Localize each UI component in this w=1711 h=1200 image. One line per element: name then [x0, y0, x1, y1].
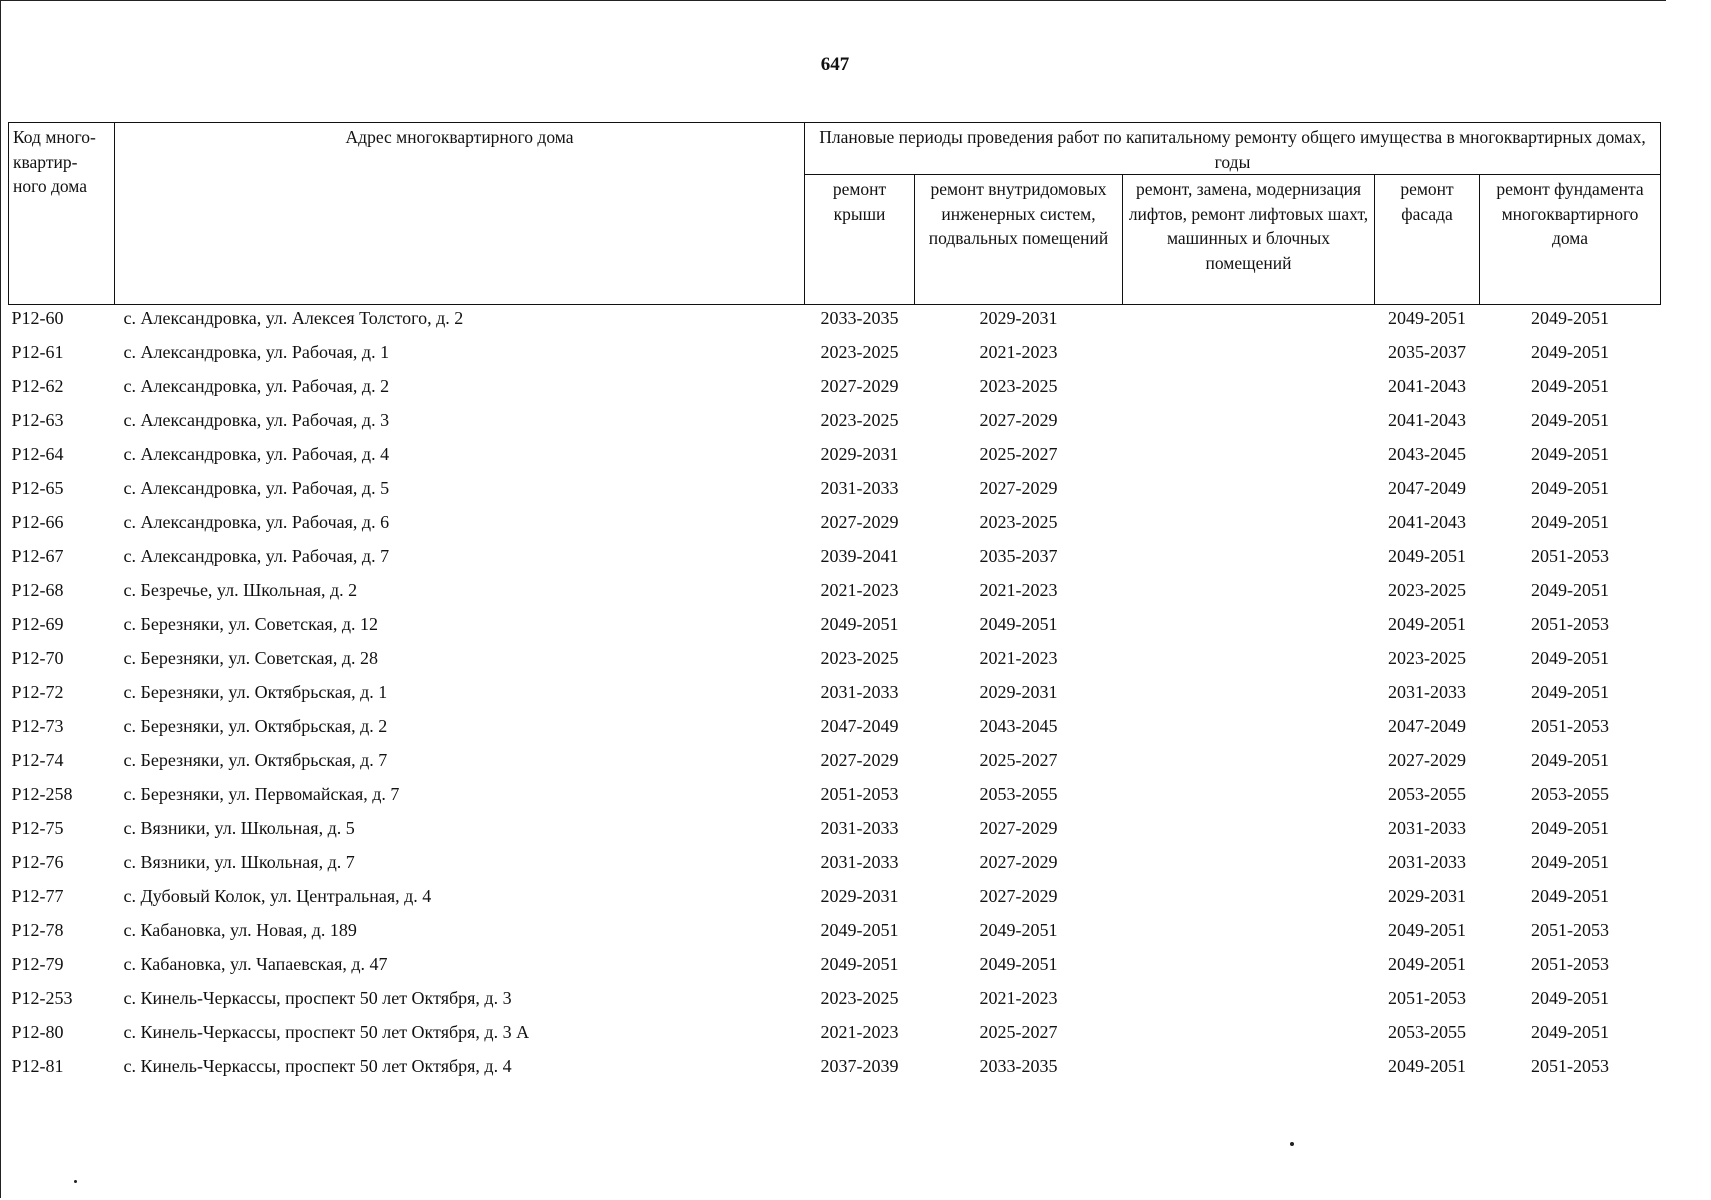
cell-elevators — [1123, 850, 1375, 884]
cell-engineering: 2029-2031 — [979, 682, 1058, 702]
cell-engineering: 2027-2029 — [979, 410, 1058, 430]
cell-address: с. Кабановка, ул. Новая, д. 189 — [123, 920, 357, 940]
table-row — [9, 408, 1661, 442]
cell-engineering: 2049-2051 — [979, 614, 1058, 634]
cell-foundation: 2049-2051 — [1531, 682, 1609, 702]
cell-code: Р12-60 — [11, 308, 64, 328]
table-row — [9, 850, 1661, 884]
cell-elevators — [1123, 374, 1375, 408]
cell-foundation: 2049-2051 — [1531, 444, 1609, 464]
cell-address: с. Березняки, ул. Первомайская, д. 7 — [123, 784, 400, 804]
cell-roof: 2027-2029 — [820, 512, 899, 532]
cell-facade: 2047-2049 — [1388, 478, 1466, 498]
cell-foundation: 2049-2051 — [1531, 512, 1609, 532]
cell-address: с. Березняки, ул. Октябрьская, д. 7 — [123, 750, 388, 770]
cell-roof: 2027-2029 — [820, 750, 899, 770]
cell-engineering: 2021-2023 — [979, 342, 1058, 362]
header-elevators: ремонт, замена, модернизация лифтов, ремонт лифтовых шахт, машинных и блочных помещений — [1123, 175, 1375, 305]
cell-roof: 2049-2051 — [820, 920, 899, 940]
cell-code: Р12-258 — [11, 784, 73, 804]
cell-code: Р12-253 — [11, 988, 73, 1008]
cell-roof: 2049-2051 — [820, 614, 899, 634]
cell-facade: 2023-2025 — [1388, 580, 1466, 600]
cell-elevators — [1123, 816, 1375, 850]
cell-facade: 2041-2043 — [1388, 410, 1466, 430]
cell-elevators — [1123, 578, 1375, 612]
cell-code: Р12-74 — [11, 750, 64, 770]
cell-roof: 2023-2025 — [820, 648, 899, 668]
cell-elevators — [1123, 305, 1375, 341]
cell-facade: 2051-2053 — [1388, 988, 1466, 1008]
cell-code: Р12-77 — [11, 886, 64, 906]
cell-roof: 2047-2049 — [820, 716, 899, 736]
table-row — [9, 374, 1661, 408]
cell-foundation: 2049-2051 — [1531, 580, 1609, 600]
cell-engineering: 2035-2037 — [979, 546, 1058, 566]
cell-roof: 2039-2041 — [820, 546, 899, 566]
header-foundation: ремонт фундамента многоквартирного дома — [1480, 175, 1661, 305]
table-row — [9, 646, 1661, 680]
cell-engineering: 2029-2031 — [979, 308, 1058, 328]
cell-roof: 2027-2029 — [820, 376, 899, 396]
table-row — [9, 918, 1661, 952]
cell-elevators — [1123, 340, 1375, 374]
cell-facade: 2047-2049 — [1388, 716, 1466, 736]
table-row — [9, 816, 1661, 850]
cell-foundation: 2053-2055 — [1531, 784, 1609, 804]
cell-facade: 2049-2051 — [1388, 308, 1466, 328]
cell-foundation: 2049-2051 — [1531, 1022, 1609, 1042]
cell-foundation: 2051-2053 — [1531, 920, 1609, 940]
cell-elevators — [1123, 612, 1375, 646]
cell-facade: 2049-2051 — [1388, 1056, 1466, 1076]
cell-facade: 2031-2033 — [1388, 818, 1466, 838]
cell-foundation: 2049-2051 — [1531, 308, 1609, 328]
cell-address: с. Александровка, ул. Рабочая, д. 4 — [123, 444, 390, 464]
cell-code: Р12-68 — [11, 580, 64, 600]
cell-engineering: 2025-2027 — [979, 750, 1058, 770]
cell-elevators — [1123, 476, 1375, 510]
cell-foundation: 2049-2051 — [1531, 852, 1609, 872]
header-engineering: ремонт внутридомовых инженерных систем, подвальных помещений — [915, 175, 1123, 305]
cell-engineering: 2027-2029 — [979, 886, 1058, 906]
cell-code: Р12-66 — [11, 512, 64, 532]
table-row — [9, 544, 1661, 578]
cell-engineering: 2023-2025 — [979, 512, 1058, 532]
table-row — [9, 510, 1661, 544]
cell-roof: 2031-2033 — [820, 852, 899, 872]
cell-address: с. Александровка, ул. Рабочая, д. 6 — [123, 512, 390, 532]
cell-code: Р12-63 — [11, 410, 64, 430]
cell-address: с. Кинель-Черкассы, проспект 50 лет Октября, д. 3 А — [123, 1022, 530, 1042]
cell-facade: 2027-2029 — [1388, 750, 1466, 770]
cell-engineering: 2049-2051 — [979, 954, 1058, 974]
table-row — [9, 340, 1661, 374]
cell-address: с. Березняки, ул. Советская, д. 12 — [123, 614, 378, 634]
cell-elevators — [1123, 782, 1375, 816]
cell-engineering: 2027-2029 — [979, 818, 1058, 838]
cell-engineering: 2025-2027 — [979, 444, 1058, 464]
cell-address: с. Вязники, ул. Школьная, д. 7 — [123, 852, 355, 872]
cell-code: Р12-67 — [11, 546, 64, 566]
cell-address: с. Александровка, ул. Рабочая, д. 7 — [123, 546, 390, 566]
cell-address: с. Александровка, ул. Алексея Толстого, д. 2 — [123, 308, 464, 328]
cell-roof: 2021-2023 — [820, 1022, 899, 1042]
cell-facade: 2041-2043 — [1388, 512, 1466, 532]
table-row — [9, 1020, 1661, 1054]
cell-engineering: 2033-2035 — [979, 1056, 1058, 1076]
table-row — [9, 476, 1661, 510]
cell-roof: 2033-2035 — [820, 308, 899, 328]
cell-elevators — [1123, 748, 1375, 782]
cell-roof: 2029-2031 — [820, 444, 899, 464]
cell-foundation: 2051-2053 — [1531, 546, 1609, 566]
cell-elevators — [1123, 510, 1375, 544]
cell-facade: 2031-2033 — [1388, 682, 1466, 702]
cell-code: Р12-78 — [11, 920, 64, 940]
table-row — [9, 1054, 1661, 1088]
cell-elevators — [1123, 442, 1375, 476]
cell-facade: 2049-2051 — [1388, 546, 1466, 566]
cell-code: Р12-65 — [11, 478, 64, 498]
cell-address: с. Безречье, ул. Школьная, д. 2 — [123, 580, 358, 600]
cell-roof: 2029-2031 — [820, 886, 899, 906]
cell-facade: 2053-2055 — [1388, 1022, 1466, 1042]
table-row — [9, 578, 1661, 612]
cell-code: Р12-73 — [11, 716, 64, 736]
header-planned-periods: Плановые периоды проведения работ по капитальному ремонту общего имущества в многоквартирных домах, годы — [805, 123, 1661, 175]
cell-elevators — [1123, 986, 1375, 1020]
cell-engineering: 2021-2023 — [979, 580, 1058, 600]
cell-roof: 2049-2051 — [820, 954, 899, 974]
cell-elevators — [1123, 884, 1375, 918]
cell-elevators — [1123, 918, 1375, 952]
table-body — [9, 305, 1661, 1089]
cell-elevators — [1123, 714, 1375, 748]
cell-address: с. Александровка, ул. Рабочая, д. 1 — [123, 342, 390, 362]
cell-elevators — [1123, 646, 1375, 680]
cell-facade: 2049-2051 — [1388, 614, 1466, 634]
cell-roof: 2021-2023 — [820, 580, 899, 600]
cell-address: с. Кинель-Черкассы, проспект 50 лет Октября, д. 3 — [123, 988, 512, 1008]
table-row — [9, 680, 1661, 714]
header-facade: ремонт фасада — [1375, 175, 1480, 305]
cell-facade: 2049-2051 — [1388, 954, 1466, 974]
cell-elevators — [1123, 408, 1375, 442]
cell-facade: 2023-2025 — [1388, 648, 1466, 668]
table-row — [9, 782, 1661, 816]
cell-foundation: 2051-2053 — [1531, 954, 1609, 974]
cell-address: с. Вязники, ул. Школьная, д. 5 — [123, 818, 355, 838]
cell-roof: 2031-2033 — [820, 478, 899, 498]
header-address: Адрес многоквартирного дома — [115, 123, 805, 305]
table-row — [9, 442, 1661, 476]
cell-code: Р12-75 — [11, 818, 64, 838]
scan-speck — [74, 1180, 77, 1183]
cell-elevators — [1123, 952, 1375, 986]
cell-engineering: 2023-2025 — [979, 376, 1058, 396]
cell-facade: 2031-2033 — [1388, 852, 1466, 872]
cell-foundation: 2049-2051 — [1531, 478, 1609, 498]
cell-roof: 2051-2053 — [820, 784, 899, 804]
cell-engineering: 2021-2023 — [979, 648, 1058, 668]
cell-facade: 2049-2051 — [1388, 920, 1466, 940]
cell-elevators — [1123, 1054, 1375, 1088]
cell-address: с. Кинель-Черкассы, проспект 50 лет Октября, д. 4 — [123, 1056, 512, 1076]
page-number: 647 — [820, 54, 850, 75]
cell-engineering: 2043-2045 — [979, 716, 1058, 736]
table-row — [9, 305, 1661, 341]
cell-facade: 2029-2031 — [1388, 886, 1466, 906]
cell-foundation: 2051-2053 — [1531, 1056, 1609, 1076]
cell-engineering: 2027-2029 — [979, 478, 1058, 498]
cell-address: с. Александровка, ул. Рабочая, д. 2 — [123, 376, 390, 396]
cell-code: Р12-64 — [11, 444, 64, 464]
cell-roof: 2023-2025 — [820, 410, 899, 430]
table-row — [9, 714, 1661, 748]
table-row — [9, 612, 1661, 646]
cell-code: Р12-69 — [11, 614, 64, 634]
cell-code: Р12-70 — [11, 648, 64, 668]
cell-elevators — [1123, 680, 1375, 714]
cell-foundation: 2049-2051 — [1531, 648, 1609, 668]
cell-elevators — [1123, 544, 1375, 578]
cell-foundation: 2049-2051 — [1531, 886, 1609, 906]
cell-facade: 2053-2055 — [1388, 784, 1466, 804]
repair-schedule-table — [8, 122, 1661, 1088]
cell-engineering: 2053-2055 — [979, 784, 1058, 804]
cell-engineering: 2025-2027 — [979, 1022, 1058, 1042]
cell-code: Р12-79 — [11, 954, 64, 974]
cell-foundation: 2049-2051 — [1531, 988, 1609, 1008]
cell-engineering: 2049-2051 — [979, 920, 1058, 940]
table-row — [9, 986, 1661, 1020]
cell-foundation: 2049-2051 — [1531, 342, 1609, 362]
cell-address: с. Дубовый Колок, ул. Центральная, д. 4 — [123, 886, 432, 906]
scan-speck — [1290, 1142, 1294, 1146]
cell-foundation: 2051-2053 — [1531, 716, 1609, 736]
cell-roof: 2037-2039 — [820, 1056, 899, 1076]
cell-foundation: 2049-2051 — [1531, 410, 1609, 430]
cell-roof: 2023-2025 — [820, 988, 899, 1008]
cell-engineering: 2021-2023 — [979, 988, 1058, 1008]
table-row — [9, 952, 1661, 986]
cell-facade: 2043-2045 — [1388, 444, 1466, 464]
cell-code: Р12-81 — [11, 1056, 64, 1076]
header-roof: ремонт крыши — [805, 175, 915, 305]
header-code: Код много-квартир-ного дома — [9, 123, 115, 305]
cell-code: Р12-72 — [11, 682, 64, 702]
table-row — [9, 884, 1661, 918]
cell-roof: 2031-2033 — [820, 682, 899, 702]
cell-code: Р12-76 — [11, 852, 64, 872]
cell-elevators — [1123, 1020, 1375, 1054]
cell-foundation: 2049-2051 — [1531, 376, 1609, 396]
cell-address: с. Березняки, ул. Октябрьская, д. 2 — [123, 716, 388, 736]
cell-facade: 2041-2043 — [1388, 376, 1466, 396]
cell-facade: 2035-2037 — [1388, 342, 1466, 362]
cell-code: Р12-80 — [11, 1022, 64, 1042]
cell-roof: 2031-2033 — [820, 818, 899, 838]
cell-code: Р12-62 — [11, 376, 64, 396]
cell-foundation: 2049-2051 — [1531, 750, 1609, 770]
cell-address: с. Кабановка, ул. Чапаевская, д. 47 — [123, 954, 388, 974]
cell-address: с. Березняки, ул. Октябрьская, д. 1 — [123, 682, 388, 702]
cell-code: Р12-61 — [11, 342, 64, 362]
cell-engineering: 2027-2029 — [979, 852, 1058, 872]
cell-foundation: 2051-2053 — [1531, 614, 1609, 634]
cell-address: с. Березняки, ул. Советская, д. 28 — [123, 648, 378, 668]
cell-roof: 2023-2025 — [820, 342, 899, 362]
cell-address: с. Александровка, ул. Рабочая, д. 3 — [123, 410, 390, 430]
table-row — [9, 748, 1661, 782]
cell-address: с. Александровка, ул. Рабочая, д. 5 — [123, 478, 390, 498]
cell-foundation: 2049-2051 — [1531, 818, 1609, 838]
